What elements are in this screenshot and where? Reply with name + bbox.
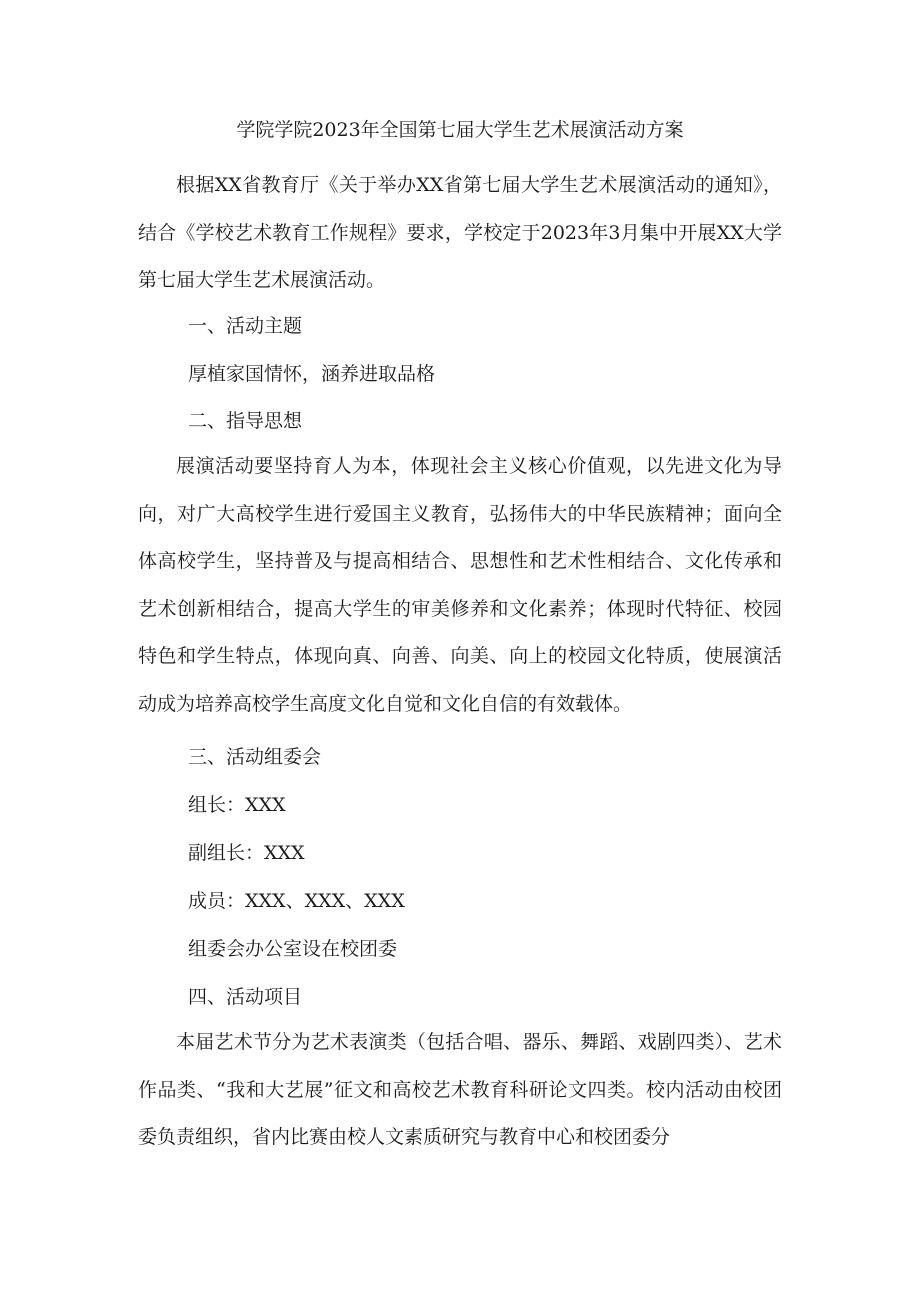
section1-text: 厚植家国情怀，涵养进取品格 (188, 363, 436, 385)
section4-heading: 四、活动项目 (188, 986, 303, 1008)
intro-paragraph: 根据XX省教育厅《关于举办XX省第七届大学生艺术展演活动的通知》，结合《学校艺术教育工作规程》要求，学校定于2023年3月集中开展XX大学第七届大学生艺术展演活动。 (138, 174, 782, 291)
section3-office: 组委会办公室设在校团委 (188, 938, 398, 960)
document-title: 学院学院2023年全国第七届大学生艺术展演活动方案 (236, 119, 684, 141)
section2-paragraph: 展演活动要坚持育人为本，体现社会主义核心价值观，以先进文化为导向，对广大高校学生进行爱国主义教育，弘扬伟大的中华民族精神；面向全体高校学生，坚持普及与提高相结合、思想性和艺术性相结合、文化传承和艺术创新相结合，提高大学生的审美修养和文化素养；体现时代特征、校园特色和学生特点，体现向真、向善、向美、向上的校园文化特质，使展演活动成为培养高校学生高度文化自觉和文化自信的有效载体。 (138, 455, 782, 715)
section3-leader: 组长：XXX (188, 794, 286, 816)
section3-heading: 三、活动组委会 (188, 746, 322, 768)
section4-paragraph: 本届艺术节分为艺术表演类（包括合唱、器乐、舞蹈、戏剧四类）、艺术作品类、“我和大艺展”征文和高校艺术教育科研论文四类。校内活动由校团委负责组织，省内比赛由校人文素质研究与教育中心和校团委分 (138, 1031, 782, 1148)
section3-deputy: 副组长：XXX (188, 842, 305, 864)
section2-heading: 二、指导思想 (188, 410, 303, 432)
section1-heading: 一、活动主题 (188, 315, 303, 337)
section3-members: 成员：XXX、XXX、XXX (188, 890, 405, 912)
